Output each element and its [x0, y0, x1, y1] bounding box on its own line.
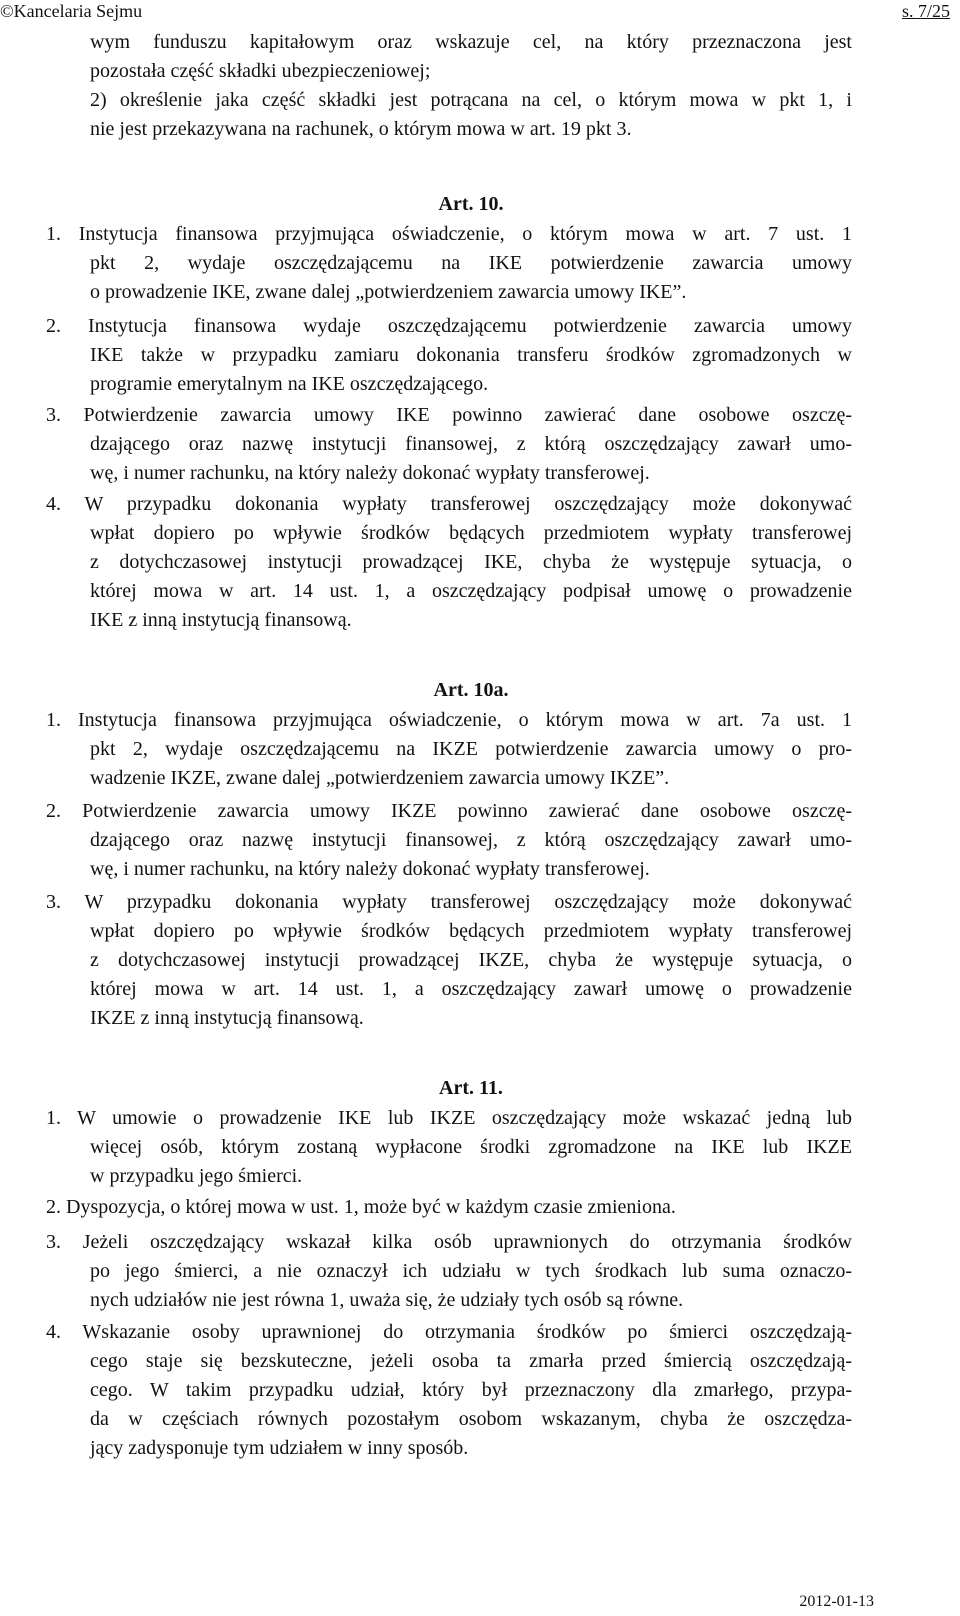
paragraph-line: o prowadzenie IKE, zwane dalej „potwierdzeniem zawarcia umowy IKE”.	[90, 281, 687, 303]
paragraph-line: jący zadysponuje tym udziałem w inny sposób.	[90, 1437, 469, 1459]
paragraph-line: więcej osób, którym zostaną wypłacone środki zgromadzone na IKE lub IKZE	[90, 1136, 852, 1158]
article-heading: Art. 10a.	[433, 679, 509, 701]
paragraph-line: cego. W takim przypadku udział, który był przeznaczony dla zmarłego, przypa-	[90, 1379, 852, 1401]
art11-paragraph-3	[46, 1228, 852, 1315]
paragraph-line: 3. W przypadku dokonania wypłaty transferowej oszczędzający może dokonywać	[46, 891, 852, 913]
paragraph-line: IKE z inną instytucją finansową.	[90, 609, 352, 631]
intro-line: 2) określenie jaka część składki jest potrącana na cel, o którym mowa w pkt 1, i	[90, 89, 852, 111]
paragraph-line: 2. Instytucja finansowa wydaje oszczędzającemu potwierdzenie zawarcia umowy	[46, 315, 852, 337]
paragraph-line: wpłat dopiero po wpływie środków będących przedmiotem wypłaty transferowej	[90, 522, 852, 544]
paragraph-line: IKZE z inną instytucją finansową.	[90, 1007, 364, 1029]
paragraph-line: 2. Potwierdzenie zawarcia umowy IKZE powinno zawierać dane osobowe oszczę-	[46, 800, 852, 822]
art10a-paragraph-3	[46, 888, 852, 1033]
paragraph-line: wę, i numer rachunku, na który należy dokonać wypłaty transferowej.	[90, 462, 650, 484]
paragraph-line: nych udziałów nie jest równa 1, uważa się, że udziały tych osób są równe.	[90, 1289, 684, 1311]
paragraph-line: pkt 2, wydaje oszczędzającemu na IKE potwierdzenie zawarcia umowy	[90, 252, 852, 274]
paragraph-line: 2. Dyspozycja, o której mowa w ust. 1, może być w każdym czasie zmieniona.	[46, 1196, 676, 1218]
paragraph-line: 3. Potwierdzenie zawarcia umowy IKE powinno zawierać dane osobowe oszczę-	[46, 404, 852, 426]
paragraph-line: 1. W umowie o prowadzenie IKE lub IKZE oszczędzający może wskazać jedną lub	[46, 1107, 852, 1129]
intro-line: pozostała część składki ubezpieczeniowej;	[90, 60, 431, 82]
paragraph-line: 1. Instytucja finansowa przyjmująca oświadczenie, o którym mowa w art. 7 ust. 1	[46, 223, 852, 245]
paragraph-line: IKE także w przypadku zamiaru dokonania transferu środków zgromadzonych w	[90, 344, 852, 366]
paragraph-line: 1. Instytucja finansowa przyjmująca oświadczenie, o którym mowa w art. 7a ust. 1	[46, 709, 852, 731]
paragraph-line: wadzenie IKZE, zwane dalej „potwierdzeniem zawarcia umowy IKZE”.	[90, 767, 670, 789]
paragraph-line: której mowa w art. 14 ust. 1, a oszczędzający zawarł umowę o prowadzenie	[90, 978, 852, 1000]
paragraph-line: 3. Jeżeli oszczędzający wskazał kilka osób uprawnionych do otrzymania środków	[46, 1231, 852, 1253]
art10a-paragraph-1	[46, 706, 852, 793]
paragraph-line: cego staje się bezskuteczne, jeżeli osoba ta zmarła przed śmiercią oszczędzają-	[90, 1350, 852, 1372]
art11-paragraph-4	[46, 1318, 852, 1463]
intro-line: nie jest przekazywana na rachunek, o którym mowa w art. 19 pkt 3.	[90, 118, 632, 140]
intro-paragraph	[90, 28, 852, 144]
footer-date: 2012-01-13	[799, 1593, 874, 1610]
paragraph-line: z dotychczasowej instytucji prowadzącej IKZE, chyba że występuje sytuacja, o	[90, 949, 852, 971]
art10-paragraph-2	[46, 312, 852, 399]
paragraph-line: której mowa w art. 14 ust. 1, a oszczędzający podpisał umowę o prowadzenie	[90, 580, 852, 602]
paragraph-line: programie emerytalnym na IKE oszczędzającego.	[90, 373, 489, 395]
header-source: ©Kancelaria Sejmu	[0, 1, 143, 21]
paragraph-line: po jego śmierci, a nie oznaczył ich udziału w tych środkach lub suma oznaczo-	[90, 1260, 852, 1282]
paragraph-line: wpłat dopiero po wpływie środków będących przedmiotem wypłaty transferowej	[90, 920, 852, 942]
intro-line: wym funduszu kapitałowym oraz wskazuje cel, na który przeznaczona jest	[90, 31, 852, 53]
page-number: s. 7/25	[901, 1, 950, 21]
art10-paragraph-4	[46, 490, 852, 635]
paragraph-line: w przypadku jego śmierci.	[90, 1165, 303, 1187]
paragraph-line: z dotychczasowej instytucji prowadzącej IKE, chyba że występuje sytuacja, o	[90, 551, 852, 573]
paragraph-line: da w częściach równych pozostałym osobom wskazanym, chyba że oszczędza-	[90, 1408, 852, 1430]
paragraph-line: dzającego oraz nazwę instytucji finansowej, z którą oszczędzający zawarł umo-	[90, 829, 852, 851]
article-heading: Art. 11.	[439, 1077, 503, 1099]
art10a-paragraph-2	[46, 797, 852, 884]
paragraph-line: dzającego oraz nazwę instytucji finansowej, z którą oszczędzający zawarł umo-	[90, 433, 852, 455]
article-heading: Art. 10.	[438, 193, 504, 215]
paragraph-line: pkt 2, wydaje oszczędzającemu na IKZE potwierdzenie zawarcia umowy o pro-	[90, 738, 852, 760]
art10-paragraph-3	[46, 401, 852, 488]
paragraph-line: wę, i numer rachunku, na który należy dokonać wypłaty transferowej.	[90, 858, 650, 880]
art11-paragraph-1	[46, 1104, 852, 1191]
art10-paragraph-1	[46, 220, 852, 307]
paragraph-line: 4. Wskazanie osoby uprawnionej do otrzymania środków po śmierci oszczędzają-	[46, 1321, 852, 1343]
art11-paragraph-2	[46, 1193, 852, 1222]
paragraph-line: 4. W przypadku dokonania wypłaty transferowej oszczędzający może dokonywać	[46, 493, 852, 515]
